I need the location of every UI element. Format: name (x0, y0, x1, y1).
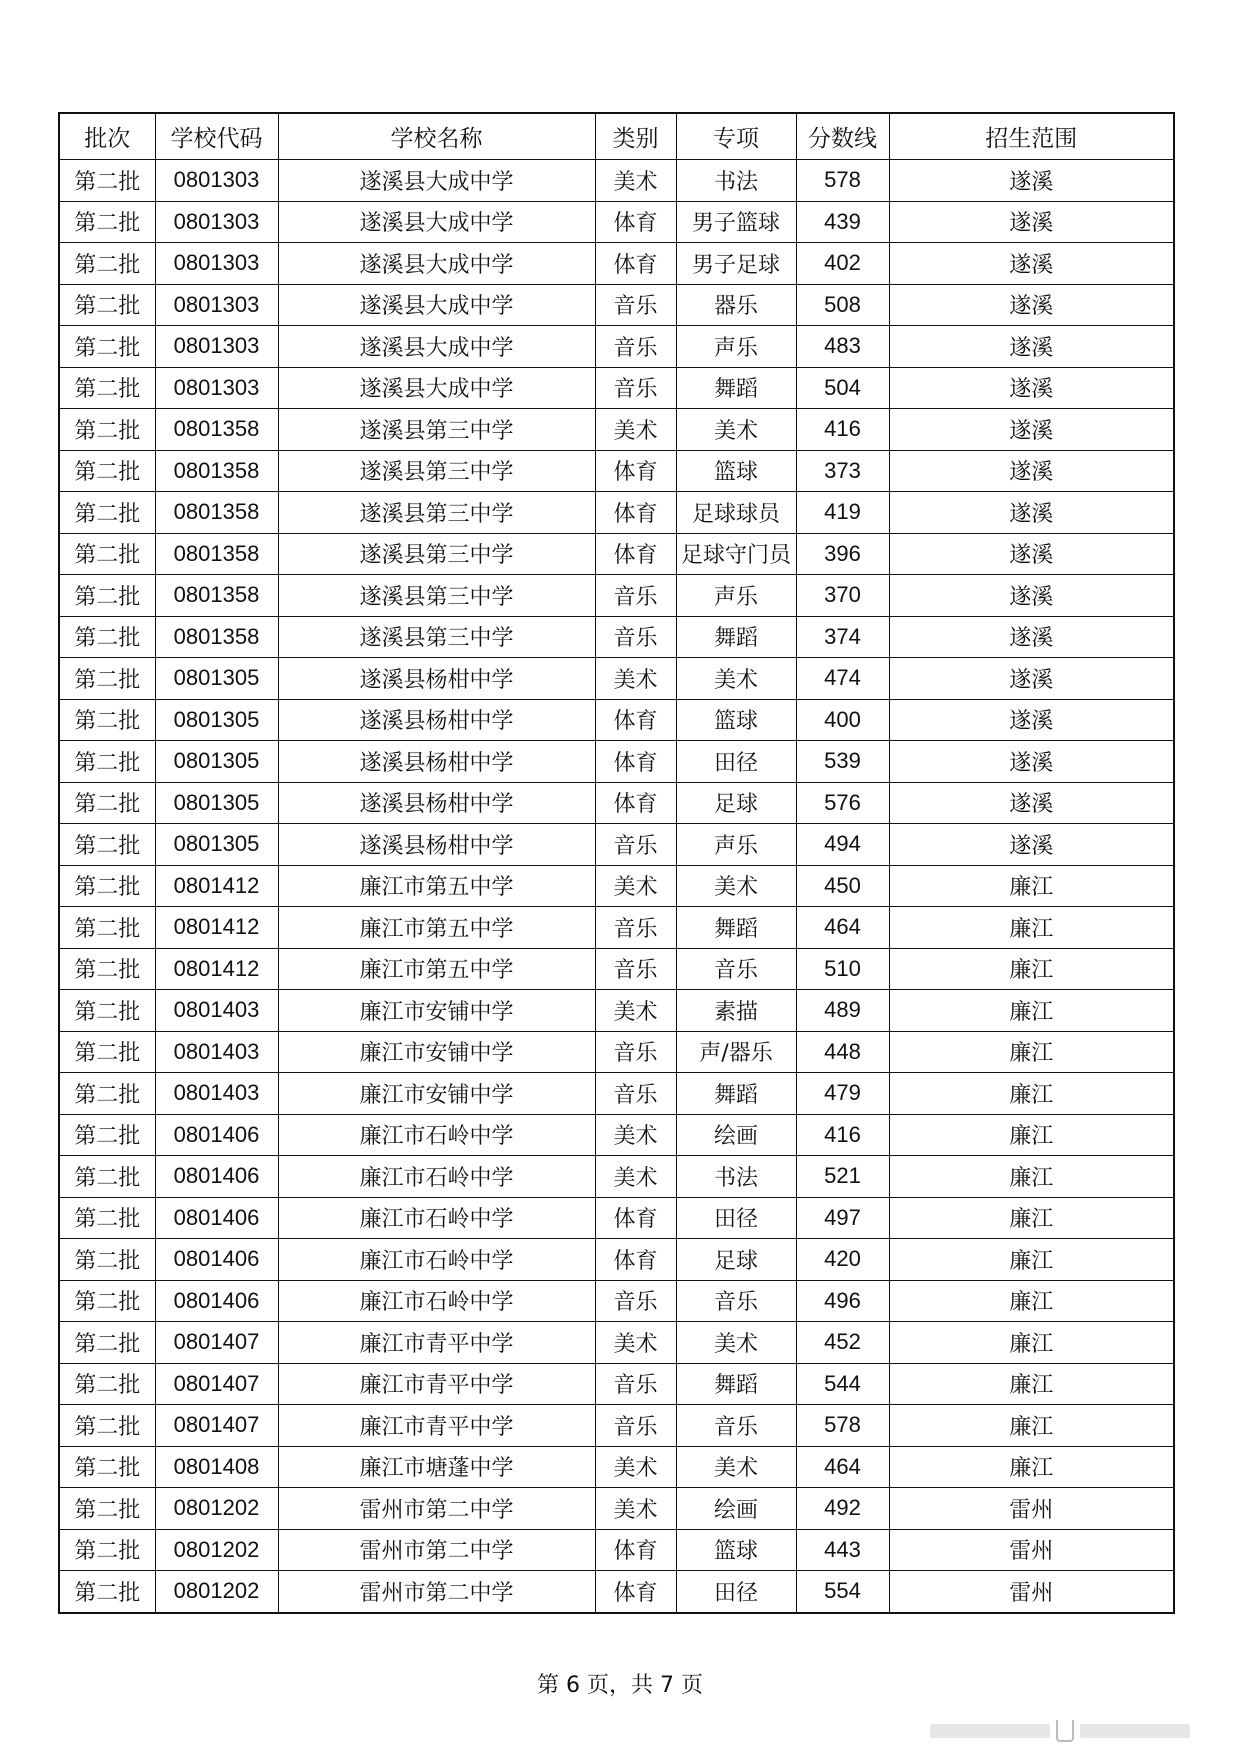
cell-batch: 第二批 (59, 1571, 155, 1613)
cell-specialty: 绘画 (676, 1488, 796, 1530)
cell-specialty: 音乐 (676, 1280, 796, 1322)
cell-specialty: 舞蹈 (676, 1363, 796, 1405)
cell-category: 音乐 (595, 326, 676, 368)
cell-score-line: 539 (796, 741, 889, 783)
cell-school-code: 0801303 (155, 284, 278, 326)
cell-school-code: 0801358 (155, 616, 278, 658)
header-school-code: 学校代码 (155, 113, 278, 160)
table-row (59, 1446, 1174, 1488)
table-row (59, 1363, 1174, 1405)
watermark-bar (1080, 1724, 1190, 1738)
cell-category: 音乐 (595, 284, 676, 326)
cell-school-name: 遂溪县杨柑中学 (278, 782, 595, 824)
cell-specialty: 足球 (676, 782, 796, 824)
cell-school-code: 0801407 (155, 1322, 278, 1364)
cell-school-name: 廉江市第五中学 (278, 948, 595, 990)
cell-enrollment-area: 雷州 (889, 1571, 1174, 1613)
watermark-bar (930, 1724, 1050, 1738)
cell-score-line: 370 (796, 575, 889, 617)
cell-specialty: 篮球 (676, 1529, 796, 1571)
cell-specialty: 舞蹈 (676, 616, 796, 658)
cell-category: 美术 (595, 1446, 676, 1488)
cell-specialty: 男子篮球 (676, 201, 796, 243)
table-row (59, 741, 1174, 783)
cell-school-code: 0801406 (155, 1156, 278, 1198)
cell-batch: 第二批 (59, 1363, 155, 1405)
cell-specialty: 美术 (676, 865, 796, 907)
table-row (59, 1488, 1174, 1530)
cell-school-code: 0801408 (155, 1446, 278, 1488)
cell-batch: 第二批 (59, 1488, 155, 1530)
table-row (59, 575, 1174, 617)
cell-batch: 第二批 (59, 699, 155, 741)
table-row (59, 160, 1174, 202)
cell-specialty: 篮球 (676, 450, 796, 492)
cell-score-line: 373 (796, 450, 889, 492)
cell-specialty: 田径 (676, 1571, 796, 1613)
cell-score-line: 510 (796, 948, 889, 990)
cell-category: 音乐 (595, 1280, 676, 1322)
cell-score-line: 496 (796, 1280, 889, 1322)
table-row (59, 1114, 1174, 1156)
cell-score-line: 497 (796, 1197, 889, 1239)
cell-school-name: 遂溪县大成中学 (278, 284, 595, 326)
cell-school-name: 廉江市石岭中学 (278, 1114, 595, 1156)
cell-school-code: 0801305 (155, 741, 278, 783)
cell-score-line: 400 (796, 699, 889, 741)
cell-school-code: 0801406 (155, 1280, 278, 1322)
cell-specialty: 声乐 (676, 575, 796, 617)
watermark-glyph-icon (1056, 1720, 1074, 1742)
cell-school-name: 廉江市石岭中学 (278, 1156, 595, 1198)
cell-batch: 第二批 (59, 824, 155, 866)
cell-enrollment-area: 廉江 (889, 1446, 1174, 1488)
cell-score-line: 374 (796, 616, 889, 658)
cell-school-name: 廉江市安铺中学 (278, 1031, 595, 1073)
cell-school-name: 遂溪县大成中学 (278, 243, 595, 285)
cell-enrollment-area: 遂溪 (889, 699, 1174, 741)
cell-enrollment-area: 廉江 (889, 1114, 1174, 1156)
table-row (59, 1571, 1174, 1613)
cell-school-code: 0801403 (155, 990, 278, 1032)
cell-batch: 第二批 (59, 1114, 155, 1156)
cell-specialty: 舞蹈 (676, 907, 796, 949)
cell-batch: 第二批 (59, 907, 155, 949)
cell-category: 音乐 (595, 1363, 676, 1405)
cell-batch: 第二批 (59, 865, 155, 907)
cell-category: 体育 (595, 1529, 676, 1571)
cell-school-code: 0801303 (155, 367, 278, 409)
table-row (59, 990, 1174, 1032)
cell-school-code: 0801305 (155, 699, 278, 741)
cell-school-name: 遂溪县第三中学 (278, 450, 595, 492)
table-row (59, 492, 1174, 534)
cell-batch: 第二批 (59, 533, 155, 575)
cell-batch: 第二批 (59, 1405, 155, 1447)
cell-enrollment-area: 廉江 (889, 1031, 1174, 1073)
cell-enrollment-area: 遂溪 (889, 326, 1174, 368)
cell-category: 体育 (595, 243, 676, 285)
cell-enrollment-area: 遂溪 (889, 160, 1174, 202)
cell-specialty: 美术 (676, 658, 796, 700)
cell-category: 体育 (595, 699, 676, 741)
cell-enrollment-area: 廉江 (889, 1073, 1174, 1115)
cell-school-code: 0801303 (155, 243, 278, 285)
cell-school-code: 0801406 (155, 1197, 278, 1239)
cell-batch: 第二批 (59, 1446, 155, 1488)
cell-category: 音乐 (595, 824, 676, 866)
cell-school-name: 廉江市塘蓬中学 (278, 1446, 595, 1488)
cell-enrollment-area: 廉江 (889, 1197, 1174, 1239)
cell-school-name: 雷州市第二中学 (278, 1529, 595, 1571)
cell-category: 美术 (595, 658, 676, 700)
header-specialty: 专项 (676, 113, 796, 160)
table-row (59, 699, 1174, 741)
table-header-row (59, 113, 1174, 160)
cell-school-name: 遂溪县第三中学 (278, 575, 595, 617)
cell-school-code: 0801406 (155, 1114, 278, 1156)
cell-score-line: 489 (796, 990, 889, 1032)
cell-enrollment-area: 遂溪 (889, 824, 1174, 866)
cell-score-line: 554 (796, 1571, 889, 1613)
table-row (59, 1156, 1174, 1198)
cell-specialty: 音乐 (676, 1405, 796, 1447)
table-row (59, 1239, 1174, 1281)
cell-enrollment-area: 廉江 (889, 1280, 1174, 1322)
header-category: 类别 (595, 113, 676, 160)
cell-batch: 第二批 (59, 616, 155, 658)
cell-category: 体育 (595, 1197, 676, 1239)
header-school-name: 学校名称 (278, 113, 595, 160)
cell-batch: 第二批 (59, 575, 155, 617)
cell-batch: 第二批 (59, 243, 155, 285)
cell-category: 体育 (595, 782, 676, 824)
cell-school-name: 雷州市第二中学 (278, 1488, 595, 1530)
cell-batch: 第二批 (59, 450, 155, 492)
cell-score-line: 578 (796, 1405, 889, 1447)
cell-enrollment-area: 遂溪 (889, 367, 1174, 409)
table-row (59, 1322, 1174, 1364)
cell-specialty: 美术 (676, 1446, 796, 1488)
cell-category: 音乐 (595, 907, 676, 949)
cell-batch: 第二批 (59, 741, 155, 783)
cell-school-name: 遂溪县第三中学 (278, 492, 595, 534)
cell-batch: 第二批 (59, 1156, 155, 1198)
cell-score-line: 416 (796, 1114, 889, 1156)
cell-specialty: 足球球员 (676, 492, 796, 534)
table-row (59, 907, 1174, 949)
cell-batch: 第二批 (59, 492, 155, 534)
cell-score-line: 452 (796, 1322, 889, 1364)
table-body (59, 160, 1174, 1613)
cell-batch: 第二批 (59, 201, 155, 243)
cell-enrollment-area: 遂溪 (889, 575, 1174, 617)
cell-enrollment-area: 廉江 (889, 1156, 1174, 1198)
cell-specialty: 声乐 (676, 326, 796, 368)
cell-category: 美术 (595, 865, 676, 907)
table-row (59, 1197, 1174, 1239)
cell-category: 美术 (595, 1156, 676, 1198)
table-row (59, 865, 1174, 907)
cell-school-name: 遂溪县大成中学 (278, 326, 595, 368)
cell-score-line: 479 (796, 1073, 889, 1115)
cell-specialty: 绘画 (676, 1114, 796, 1156)
cell-school-code: 0801358 (155, 533, 278, 575)
cell-school-name: 遂溪县杨柑中学 (278, 699, 595, 741)
cell-school-name: 廉江市安铺中学 (278, 1073, 595, 1115)
cell-category: 体育 (595, 492, 676, 534)
cell-score-line: 578 (796, 160, 889, 202)
cell-school-code: 0801358 (155, 409, 278, 451)
cell-school-code: 0801303 (155, 326, 278, 368)
cell-category: 体育 (595, 533, 676, 575)
cell-category: 美术 (595, 990, 676, 1032)
cell-score-line: 576 (796, 782, 889, 824)
cell-school-code: 0801202 (155, 1571, 278, 1613)
cell-batch: 第二批 (59, 367, 155, 409)
cell-category: 体育 (595, 450, 676, 492)
cell-specialty: 声/器乐 (676, 1031, 796, 1073)
cell-category: 音乐 (595, 575, 676, 617)
cell-category: 美术 (595, 409, 676, 451)
cell-enrollment-area: 遂溪 (889, 492, 1174, 534)
cell-score-line: 494 (796, 824, 889, 866)
cell-enrollment-area: 廉江 (889, 948, 1174, 990)
table-row (59, 533, 1174, 575)
cell-score-line: 544 (796, 1363, 889, 1405)
cell-enrollment-area: 遂溪 (889, 741, 1174, 783)
cell-school-code: 0801303 (155, 160, 278, 202)
cell-enrollment-area: 遂溪 (889, 284, 1174, 326)
cell-school-name: 廉江市青平中学 (278, 1322, 595, 1364)
cell-category: 体育 (595, 741, 676, 783)
cell-specialty: 篮球 (676, 699, 796, 741)
table-row (59, 1529, 1174, 1571)
cell-batch: 第二批 (59, 782, 155, 824)
cell-school-code: 0801305 (155, 824, 278, 866)
cell-score-line: 492 (796, 1488, 889, 1530)
cell-school-name: 遂溪县大成中学 (278, 367, 595, 409)
cell-category: 美术 (595, 1114, 676, 1156)
cell-enrollment-area: 遂溪 (889, 450, 1174, 492)
cell-school-name: 遂溪县大成中学 (278, 201, 595, 243)
cell-enrollment-area: 雷州 (889, 1488, 1174, 1530)
cell-score-line: 474 (796, 658, 889, 700)
table-row (59, 658, 1174, 700)
cell-school-name: 雷州市第二中学 (278, 1571, 595, 1613)
cell-category: 美术 (595, 160, 676, 202)
header-batch: 批次 (59, 113, 155, 160)
cell-school-code: 0801407 (155, 1405, 278, 1447)
cell-batch: 第二批 (59, 1031, 155, 1073)
cell-batch: 第二批 (59, 1529, 155, 1571)
table-row (59, 948, 1174, 990)
cell-school-code: 0801412 (155, 865, 278, 907)
cell-school-code: 0801305 (155, 782, 278, 824)
cell-school-code: 0801412 (155, 907, 278, 949)
cell-school-code: 0801358 (155, 575, 278, 617)
cell-score-line: 443 (796, 1529, 889, 1571)
cell-enrollment-area: 遂溪 (889, 782, 1174, 824)
watermark (930, 1720, 1210, 1742)
cell-specialty: 足球 (676, 1239, 796, 1281)
cell-school-code: 0801202 (155, 1488, 278, 1530)
cell-score-line: 521 (796, 1156, 889, 1198)
cell-school-code: 0801358 (155, 492, 278, 534)
cell-specialty: 田径 (676, 741, 796, 783)
cell-enrollment-area: 遂溪 (889, 658, 1174, 700)
cell-category: 音乐 (595, 948, 676, 990)
cell-school-name: 遂溪县大成中学 (278, 160, 595, 202)
admission-score-table (58, 112, 1175, 1614)
cell-school-code: 0801403 (155, 1073, 278, 1115)
cell-enrollment-area: 廉江 (889, 1405, 1174, 1447)
cell-specialty: 素描 (676, 990, 796, 1032)
cell-school-name: 遂溪县杨柑中学 (278, 824, 595, 866)
header-enrollment-area: 招生范围 (889, 113, 1174, 160)
cell-school-code: 0801406 (155, 1239, 278, 1281)
cell-enrollment-area: 遂溪 (889, 243, 1174, 285)
cell-score-line: 416 (796, 409, 889, 451)
cell-school-name: 廉江市第五中学 (278, 907, 595, 949)
cell-batch: 第二批 (59, 160, 155, 202)
table-row (59, 1280, 1174, 1322)
cell-score-line: 448 (796, 1031, 889, 1073)
cell-enrollment-area: 遂溪 (889, 201, 1174, 243)
cell-batch: 第二批 (59, 1073, 155, 1115)
cell-score-line: 464 (796, 1446, 889, 1488)
cell-school-code: 0801202 (155, 1529, 278, 1571)
table-row (59, 243, 1174, 285)
cell-specialty: 美术 (676, 409, 796, 451)
cell-specialty: 美术 (676, 1322, 796, 1364)
cell-category: 体育 (595, 1571, 676, 1613)
cell-category: 体育 (595, 201, 676, 243)
cell-enrollment-area: 廉江 (889, 990, 1174, 1032)
cell-school-name: 廉江市石岭中学 (278, 1280, 595, 1322)
cell-school-code: 0801412 (155, 948, 278, 990)
cell-school-name: 遂溪县杨柑中学 (278, 658, 595, 700)
cell-school-name: 廉江市石岭中学 (278, 1197, 595, 1239)
table-row (59, 326, 1174, 368)
cell-batch: 第二批 (59, 948, 155, 990)
cell-school-name: 廉江市青平中学 (278, 1363, 595, 1405)
cell-score-line: 419 (796, 492, 889, 534)
cell-school-name: 遂溪县第三中学 (278, 616, 595, 658)
cell-specialty: 书法 (676, 1156, 796, 1198)
cell-school-code: 0801407 (155, 1363, 278, 1405)
table-row (59, 284, 1174, 326)
table-row (59, 1031, 1174, 1073)
table-row (59, 367, 1174, 409)
cell-enrollment-area: 雷州 (889, 1529, 1174, 1571)
cell-batch: 第二批 (59, 658, 155, 700)
cell-score-line: 508 (796, 284, 889, 326)
cell-enrollment-area: 廉江 (889, 865, 1174, 907)
cell-score-line: 402 (796, 243, 889, 285)
cell-specialty: 田径 (676, 1197, 796, 1239)
cell-enrollment-area: 廉江 (889, 1363, 1174, 1405)
cell-batch: 第二批 (59, 1322, 155, 1364)
table-row (59, 616, 1174, 658)
cell-batch: 第二批 (59, 326, 155, 368)
cell-school-name: 廉江市安铺中学 (278, 990, 595, 1032)
cell-school-code: 0801358 (155, 450, 278, 492)
cell-school-code: 0801403 (155, 1031, 278, 1073)
cell-specialty: 器乐 (676, 284, 796, 326)
cell-category: 美术 (595, 1488, 676, 1530)
cell-category: 音乐 (595, 616, 676, 658)
cell-school-name: 遂溪县杨柑中学 (278, 741, 595, 783)
cell-score-line: 450 (796, 865, 889, 907)
cell-specialty: 书法 (676, 160, 796, 202)
cell-score-line: 396 (796, 533, 889, 575)
cell-enrollment-area: 遂溪 (889, 533, 1174, 575)
cell-score-line: 464 (796, 907, 889, 949)
cell-category: 美术 (595, 1322, 676, 1364)
cell-enrollment-area: 遂溪 (889, 616, 1174, 658)
cell-school-name: 廉江市第五中学 (278, 865, 595, 907)
cell-specialty: 声乐 (676, 824, 796, 866)
cell-enrollment-area: 遂溪 (889, 409, 1174, 451)
cell-specialty: 音乐 (676, 948, 796, 990)
table-row (59, 1073, 1174, 1115)
cell-score-line: 439 (796, 201, 889, 243)
cell-score-line: 420 (796, 1239, 889, 1281)
cell-school-name: 廉江市石岭中学 (278, 1239, 595, 1281)
table-row (59, 409, 1174, 451)
cell-specialty: 足球守门员 (676, 533, 796, 575)
cell-score-line: 504 (796, 367, 889, 409)
table-row (59, 450, 1174, 492)
cell-school-name: 廉江市青平中学 (278, 1405, 595, 1447)
cell-batch: 第二批 (59, 284, 155, 326)
table-row (59, 1405, 1174, 1447)
cell-category: 音乐 (595, 1405, 676, 1447)
table-row (59, 201, 1174, 243)
cell-school-code: 0801305 (155, 658, 278, 700)
header-score-line: 分数线 (796, 113, 889, 160)
cell-batch: 第二批 (59, 1197, 155, 1239)
cell-school-name: 遂溪县第三中学 (278, 533, 595, 575)
table-row (59, 824, 1174, 866)
cell-batch: 第二批 (59, 990, 155, 1032)
cell-specialty: 男子足球 (676, 243, 796, 285)
table-row (59, 782, 1174, 824)
cell-enrollment-area: 廉江 (889, 1239, 1174, 1281)
cell-enrollment-area: 廉江 (889, 907, 1174, 949)
cell-batch: 第二批 (59, 1280, 155, 1322)
cell-category: 音乐 (595, 367, 676, 409)
cell-school-code: 0801303 (155, 201, 278, 243)
cell-category: 音乐 (595, 1073, 676, 1115)
cell-school-name: 遂溪县第三中学 (278, 409, 595, 451)
cell-specialty: 舞蹈 (676, 1073, 796, 1115)
cell-batch: 第二批 (59, 409, 155, 451)
cell-category: 体育 (595, 1239, 676, 1281)
cell-enrollment-area: 廉江 (889, 1322, 1174, 1364)
page-number: 第 6 页，共 7 页 (537, 1673, 703, 1698)
cell-specialty: 舞蹈 (676, 367, 796, 409)
cell-batch: 第二批 (59, 1239, 155, 1281)
cell-category: 音乐 (595, 1031, 676, 1073)
cell-score-line: 483 (796, 326, 889, 368)
